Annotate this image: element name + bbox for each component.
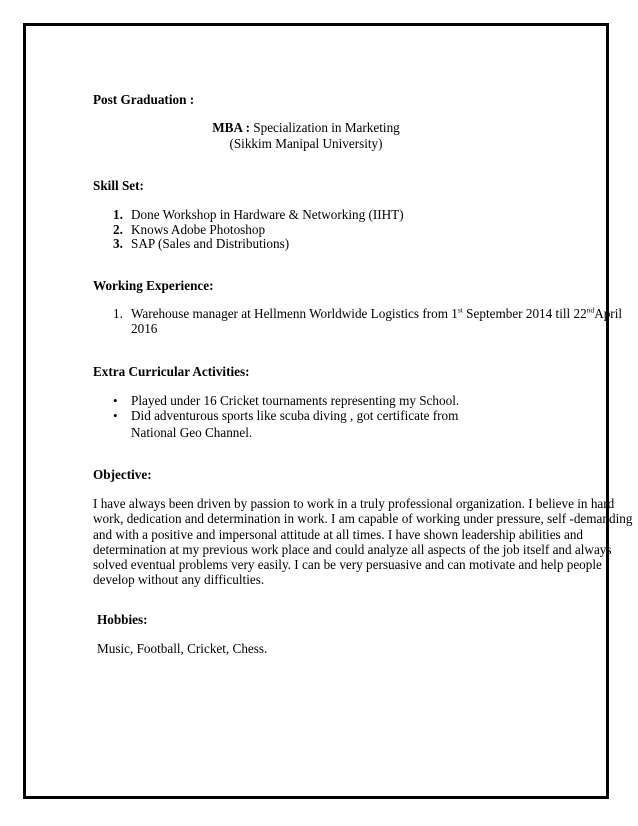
mba-line [93, 120, 519, 135]
list-item [113, 408, 458, 423]
objective-line: develop without any difficulties. [93, 572, 265, 588]
objective-line: and with a positive and impersonal attitude at all times. I have shown leadership abilities and [93, 526, 584, 542]
skill-set-heading: Skill Set: [93, 178, 144, 193]
objective-heading: Objective: [93, 467, 152, 482]
extra-curricular-heading: Extra Curricular Activities: [93, 364, 250, 379]
list-number: 1. [113, 306, 123, 321]
work-experience-text [131, 305, 623, 336]
work-text-line2: 2016 [131, 321, 158, 336]
university-name: (Sikkim Manipal University) [229, 136, 383, 151]
list-item [113, 222, 265, 237]
working-experience-heading: Working Experience: [93, 278, 214, 293]
objective-line: determination at my previous work place and could analyze all aspects of the job itself and always [93, 541, 612, 557]
list-number: 1. [113, 207, 123, 222]
hobbies-text: Music, Football, Cricket, Chess. [97, 641, 268, 656]
list-item-text: Did adventurous sports like scuba diving , got certificate from [131, 408, 459, 423]
list-item-text: Played under 16 Cricket tournaments representing my School. [131, 393, 460, 408]
list-item [113, 393, 459, 408]
objective-line: I have always been driven by passion to work in a truly professional organization. I believe in hard [93, 496, 615, 511]
list-item [113, 236, 289, 251]
list-number: 3. [113, 236, 123, 251]
work-text-sup1: st [457, 305, 463, 315]
list-item-text: Knows Adobe Photoshop [131, 222, 266, 237]
objective-line: solved eventual problems very easily. I can be very persuasive and can motivate and help people [93, 557, 602, 573]
work-text-part3: April [594, 306, 623, 321]
work-text-sup2: nd [586, 305, 595, 315]
list-number: 2. [113, 222, 123, 237]
list-item-text: SAP (Sales and Distributions) [131, 236, 290, 251]
list-item-continuation: National Geo Channel. [131, 425, 253, 440]
post-graduation-heading: Post Graduation : [93, 92, 195, 107]
degree-label: MBA : [212, 120, 250, 135]
bullet-icon: • [113, 408, 118, 423]
objective-paragraph [93, 496, 633, 588]
work-text-part1: Warehouse manager at Hellmenn Worldwide Logistics from 1 [131, 306, 458, 321]
work-text-part2: September 2014 till 22 [462, 306, 587, 321]
degree-detail: Specialization in Marketing [249, 120, 400, 135]
list-item [113, 305, 623, 336]
list-item [113, 207, 404, 222]
hobbies-heading: Hobbies: [97, 612, 148, 627]
bullet-icon: • [113, 393, 118, 408]
list-item-text: Done Workshop in Hardware & Networking (IIHT) [131, 207, 404, 222]
objective-line: work, dedication and determination in work. I am capable of working under pressure, self -demanding [93, 511, 633, 527]
